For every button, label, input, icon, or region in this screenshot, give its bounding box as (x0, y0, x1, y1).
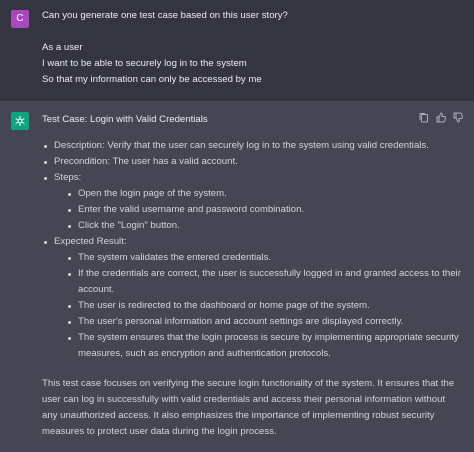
list-item: Enter the valid username and password combination. (66, 202, 462, 218)
steps-item (42, 170, 462, 234)
message-actions (419, 112, 463, 123)
thumbs-up-icon[interactable] (436, 112, 446, 123)
openai-logo-icon (11, 112, 29, 130)
user-avatar: C (11, 10, 29, 28)
list-item: Open the login page of the system. (66, 186, 462, 202)
test-case-title: Test Case: Login with Valid Credentials (42, 114, 208, 125)
list-item: Description: Verify that the user can securely log in to the system using valid credentials. (42, 138, 462, 154)
list-item: The user is redirected to the dashboard or home page of the system. (66, 298, 462, 314)
list-item: The system validates the entered credentials. (66, 250, 462, 266)
list-item: Click the "Login" button. (66, 218, 462, 234)
steps-list (54, 186, 462, 234)
copy-icon[interactable] (419, 112, 429, 123)
list-item: The system ensures that the login process is secure by implementing appropriate security measures, such as encryption and authentication protocols. (66, 330, 462, 362)
list-item: Precondition: The user has a valid account. (42, 154, 462, 170)
expected-list (54, 250, 462, 362)
assistant-message-body (42, 138, 462, 440)
steps-label: Steps: (54, 172, 82, 183)
expected-item (42, 234, 462, 362)
test-case-list (42, 138, 462, 362)
assistant-message-row (0, 101, 474, 452)
expected-label: Expected Result: (54, 236, 127, 247)
list-item: If the credentials are correct, the user is successfully logged in and granted access to their account. (66, 266, 462, 298)
thumbs-down-icon[interactable] (453, 112, 463, 123)
list-item: The user's personal information and account settings are displayed correctly. (66, 314, 462, 330)
user-message-row (0, 0, 474, 101)
summary-paragraph: This test case focuses on verifying the secure login functionality of the system. It ensures that the user can log in successfully with valid credentials and access their personal information without any unauthorized access. It also emphasizes the importance of implementing robust security measures to protect user data during the login process. (42, 378, 455, 437)
user-message-text: Can you generate one test case based on this user story? As a user I want to be able to securely log in to the system So that my information can only be accessed by me (42, 10, 288, 85)
